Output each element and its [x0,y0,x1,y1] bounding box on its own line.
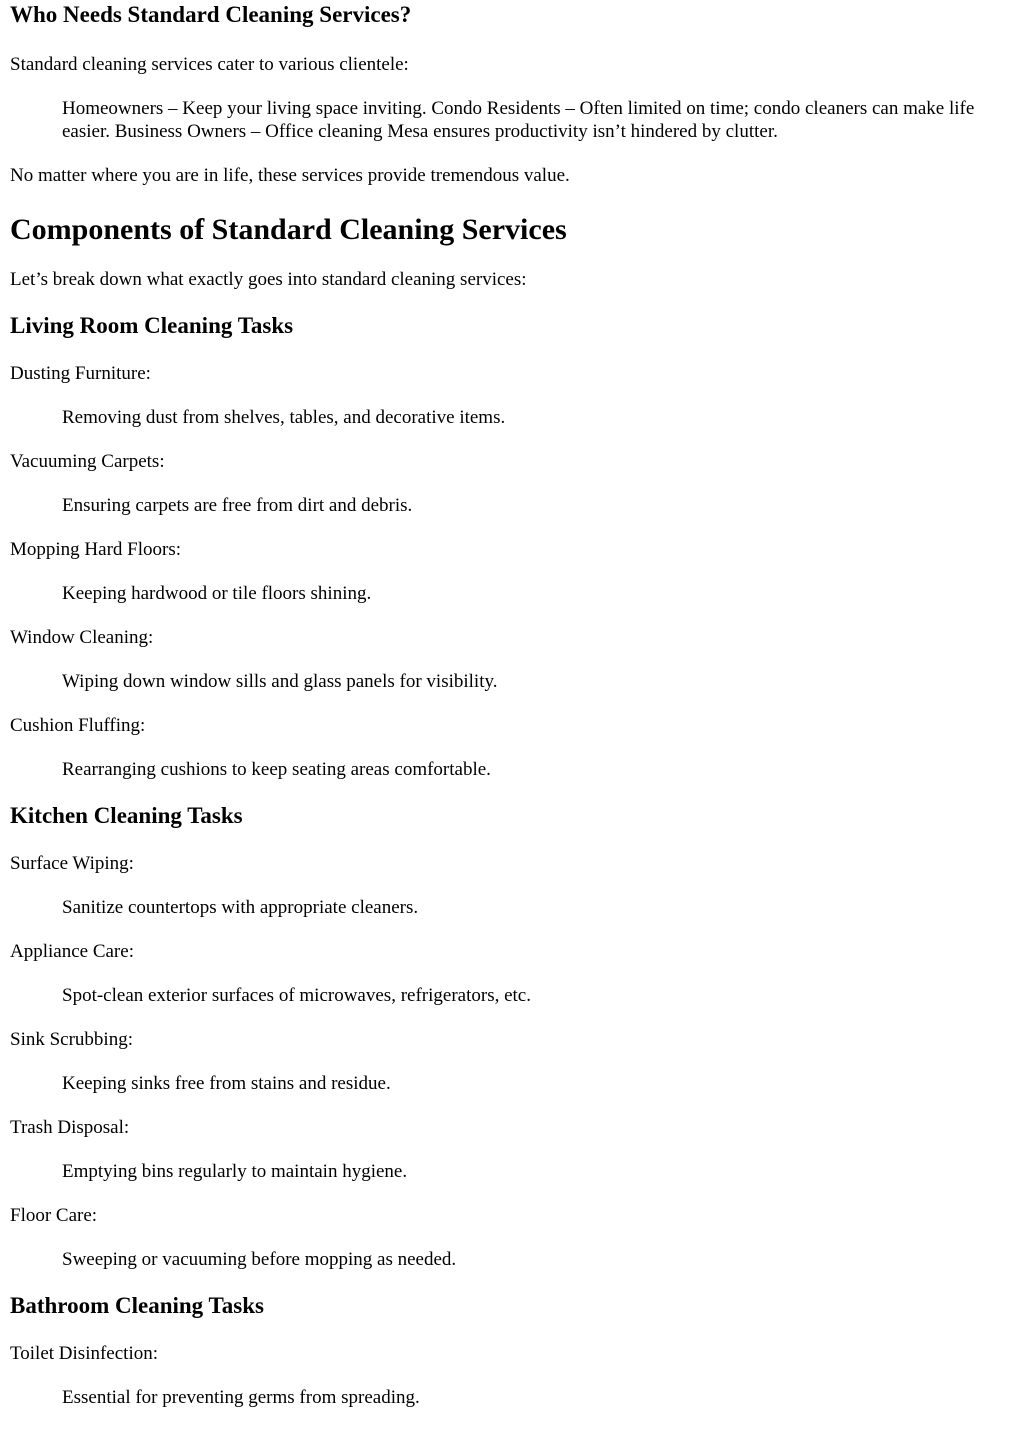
task-description: Sweeping or vacuuming before mopping as needed. [62,1249,457,1270]
task-label: Dusting Furniture: [10,363,151,384]
blockquote-clientele-list: Homeowners – Keep your living space inviting. Condo Residents – Often limited on time; condo cleaners can make life easier. Business Owners – Office cleaning Mesa ensures productivity isn’t hindered by clutter. [62,98,975,142]
task-label: Floor Care: [10,1205,98,1226]
task-label: Toilet Disinfection: [10,1343,159,1364]
subheading-kitchen: Kitchen Cleaning Tasks [10,803,243,828]
paragraph-components-intro: Let’s break down what exactly goes into standard cleaning services: [10,269,527,290]
task-description: Spot-clean exterior surfaces of microwaves, refrigerators, etc. [62,985,531,1006]
task-label: Mopping Hard Floors: [10,539,181,560]
task-label: Appliance Care: [10,941,134,962]
task-label: Cushion Fluffing: [10,715,146,736]
task-description: Keeping sinks free from stains and residue. [62,1073,391,1094]
subheading-bathroom: Bathroom Cleaning Tasks [10,1293,264,1318]
task-description: Essential for preventing germs from spreading. [62,1387,420,1408]
task-description: Ensuring carpets are free from dirt and debris. [62,495,413,516]
paragraph-clientele-intro: Standard cleaning services cater to various clientele: [10,54,409,75]
section-heading-components: Components of Standard Cleaning Services [10,213,567,246]
section-heading-who-needs: Who Needs Standard Cleaning Services? [10,2,412,27]
task-description: Emptying bins regularly to maintain hygiene. [62,1161,408,1182]
task-label: Trash Disposal: [10,1117,130,1138]
task-label: Vacuuming Carpets: [10,451,165,472]
task-description: Wiping down window sills and glass panels for visibility. [62,671,498,692]
task-description: Sanitize countertops with appropriate cleaners. [62,897,419,918]
task-label: Sink Scrubbing: [10,1029,133,1050]
subheading-living-room: Living Room Cleaning Tasks [10,313,294,338]
task-label: Window Cleaning: [10,627,154,648]
paragraph-value-statement: No matter where you are in life, these services provide tremendous value. [10,165,570,186]
task-description: Removing dust from shelves, tables, and decorative items. [62,407,506,428]
task-description: Rearranging cushions to keep seating areas comfortable. [62,759,491,780]
task-description: Keeping hardwood or tile floors shining. [62,583,372,604]
task-label: Surface Wiping: [10,853,134,874]
